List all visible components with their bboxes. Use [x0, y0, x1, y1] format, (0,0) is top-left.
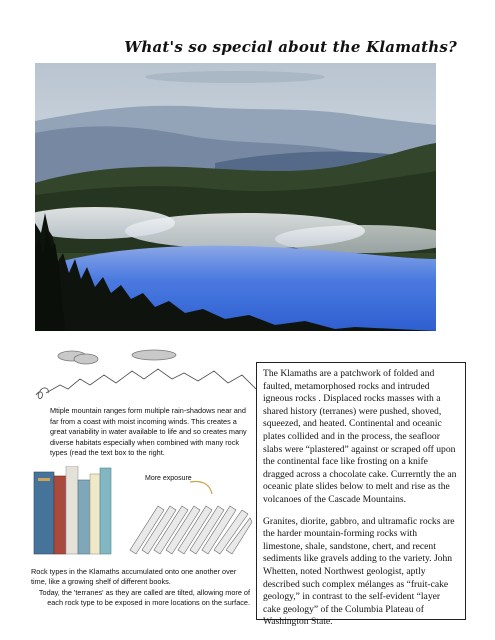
books-caption: [31, 567, 250, 609]
rain-shadow-caption: Mtiple mountain ranges form multiple rain-shadows near and far from a coast with moist incoming winds. This creates a great variability in water available to life and so creates many diverse habitats especially when combined with many rock types (read the text box to the right.: [50, 406, 247, 457]
mountain-photo: [35, 63, 436, 331]
mountain-ranges-line: [46, 369, 256, 393]
page-title: What's so special about the Klamaths?: [124, 38, 457, 56]
geology-textbox: [256, 362, 466, 628]
books-illustration: [30, 466, 255, 562]
geology-paragraph-2: Granites, diorite, gabbro, and ultramafic rocks are the harder mountain-forming rocks with limestone, shale, sandstone, chert, and recent sediments like gravels adding to the variety. John Whetten, noted Northwest geologist, aptly described such complex mélanges as “fruit-cake geology,” in contrast to the self-evident “layer cake geology” of the Columbia Plateau of Washington State.: [263, 515, 455, 628]
books-caption-line2: Today, the 'terranes' as they are called are tilted, allowing more of each rock type to be exposed in more locations on the surface.: [38, 587, 250, 608]
cloud-icon: [132, 350, 176, 360]
geology-paragraph-1: The Klamaths are a patchwork of folded and faulted, metamorphosed rocks and intruded igneous rocks . Displaced rocks masses with a shared history (terranes) were pushed, shoved, squeezed, and heated. Continental and oceanic plates collided and in the process, the seafloor slabs were “plastered” against or scraped off upon the continental face like frosting on a knife dragged across a chocolate cake. Currerntly the an oceanic plate slides below to melt and rise as the volcanoes of the Cascade Mountains.: [263, 368, 457, 505]
books-caption-line1: Rock types in the Klamaths accumulated onto one another over time, like a growing shelf of different books.: [31, 567, 237, 587]
cloud-icon: [58, 351, 98, 364]
more-exposure-label: More exposure: [145, 475, 192, 482]
tilted-books: [130, 506, 252, 554]
exposure-arrow-icon: [190, 482, 212, 495]
wind-arrow-icon: [36, 388, 48, 399]
upright-books: [34, 466, 111, 554]
